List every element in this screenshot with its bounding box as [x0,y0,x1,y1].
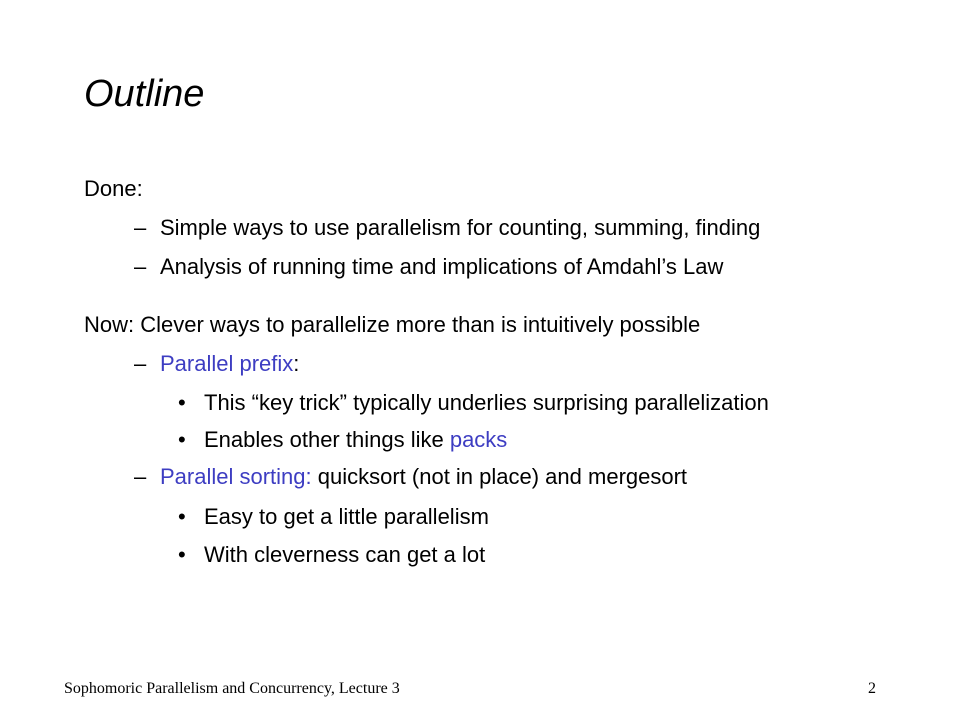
done-item [134,252,723,282]
page-number: 2 [868,680,876,697]
done-item-text: Simple ways to use parallelism for counting, summing, finding [160,215,761,240]
topic-highlight: Parallel sorting: [160,464,312,489]
topic-item [134,462,687,492]
topic-highlight: Parallel prefix [160,351,294,376]
sub-item-text: Enables other things like [204,427,450,452]
bullet-marker: • [178,390,186,415]
sub-item-text: This “key trick” typically underlies surprising parallelization [204,390,769,415]
now-label: Now: [84,312,135,337]
sub-item [178,540,485,570]
sub-item [178,425,507,455]
sub-item-highlight: packs [449,427,508,452]
topic-rest: : [293,351,300,376]
dash-marker: – [134,464,147,489]
topic-item [134,349,299,379]
bullet-marker: • [178,427,186,452]
sub-item [178,388,769,418]
slide-title: Outline [84,73,205,115]
bullet-marker: • [178,542,186,567]
footer-course: Sophomoric Parallelism and Concurrency, Lecture 3 [64,680,400,697]
sub-item-text: With cleverness can get a lot [204,542,486,567]
sub-item-text: Easy to get a little parallelism [204,504,489,529]
done-heading: Done: [84,176,143,201]
done-item-text: Analysis of running time and implications of Amdahl’s Law [160,254,724,279]
dash-marker: – [134,254,147,279]
dash-marker: – [134,351,147,376]
now-line [84,310,700,340]
bullet-marker: • [178,504,186,529]
now-text: Clever ways to parallelize more than is intuitively possible [140,312,701,337]
topic-rest: quicksort (not in place) and mergesort [311,464,688,489]
dash-marker: – [134,215,147,240]
done-item [134,213,760,243]
sub-item [178,502,489,532]
